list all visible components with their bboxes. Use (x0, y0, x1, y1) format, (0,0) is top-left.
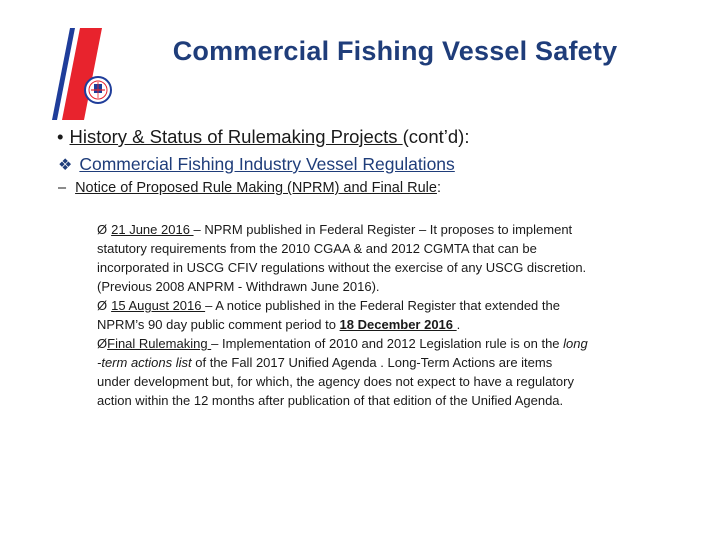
item-text: – A notice published in the Federal Register that extended the (205, 298, 560, 313)
section-heading-rest: (cont’d): (402, 126, 470, 147)
subsection-heading-text: Commercial Fishing Industry Vessel Regulations (79, 154, 455, 174)
bullet-icon: • (57, 126, 64, 147)
arrow-bullet-icon: Ø (97, 222, 108, 237)
subsection-heading (58, 154, 455, 175)
item-list (97, 220, 672, 410)
item-text: . (456, 317, 461, 332)
coast-guard-racing-stripe-icon (52, 28, 142, 120)
item-text: action within the 12 months after publication of that edition of the Unified Agenda. (97, 393, 564, 408)
list-item (97, 334, 672, 410)
item-date: 21 June 2016 (111, 222, 194, 237)
list-item (97, 220, 672, 296)
item-deadline: 18 December 2016 (339, 317, 457, 332)
arrow-bullet-icon: Ø (97, 336, 108, 351)
section-heading-underlined: History & Status of Rulemaking Projects (69, 126, 403, 147)
dash-bullet: – (58, 180, 67, 196)
item-date: 15 August 2016 (111, 298, 206, 313)
list-item (97, 296, 672, 334)
item-date: Final Rulemaking (107, 336, 212, 351)
diamond-bullet-icon: ❖ (58, 157, 73, 174)
item-text: under development but, for which, the agency does not expect to have a regulatory (97, 374, 574, 389)
item-text: of the Fall 2017 Unified Agenda . Long-Term Actions are items (191, 355, 553, 370)
arrow-bullet-icon: Ø (97, 298, 108, 313)
item-text: (Previous 2008 ANPRM - Withdrawn June 2016). (97, 279, 380, 294)
item-text: – Implementation of 2010 and 2012 Legislation rule is on the (211, 336, 564, 351)
section-heading (57, 126, 469, 148)
item-text: – NPRM published in Federal Register – It proposes to implement (193, 222, 573, 237)
item-text: statutory requirements from the 2010 CGAA & and 2012 CGMTA that can be (97, 241, 537, 256)
item-text: NPRM’s 90 day public comment period to (97, 317, 340, 332)
subsubsection-heading-colon: : (436, 180, 441, 196)
item-text: incorporated in USCG CFIV regulations without the exercise of any USCG discretion. (97, 260, 587, 275)
item-italic: -term actions list (97, 355, 192, 370)
subsubsection-heading-text: Notice of Proposed Rule Making (NPRM) and Final Rule (75, 180, 437, 196)
subsubsection-heading (58, 180, 441, 196)
page-title: Commercial Fishing Vessel Safety (172, 36, 618, 66)
item-italic: long (563, 336, 588, 351)
